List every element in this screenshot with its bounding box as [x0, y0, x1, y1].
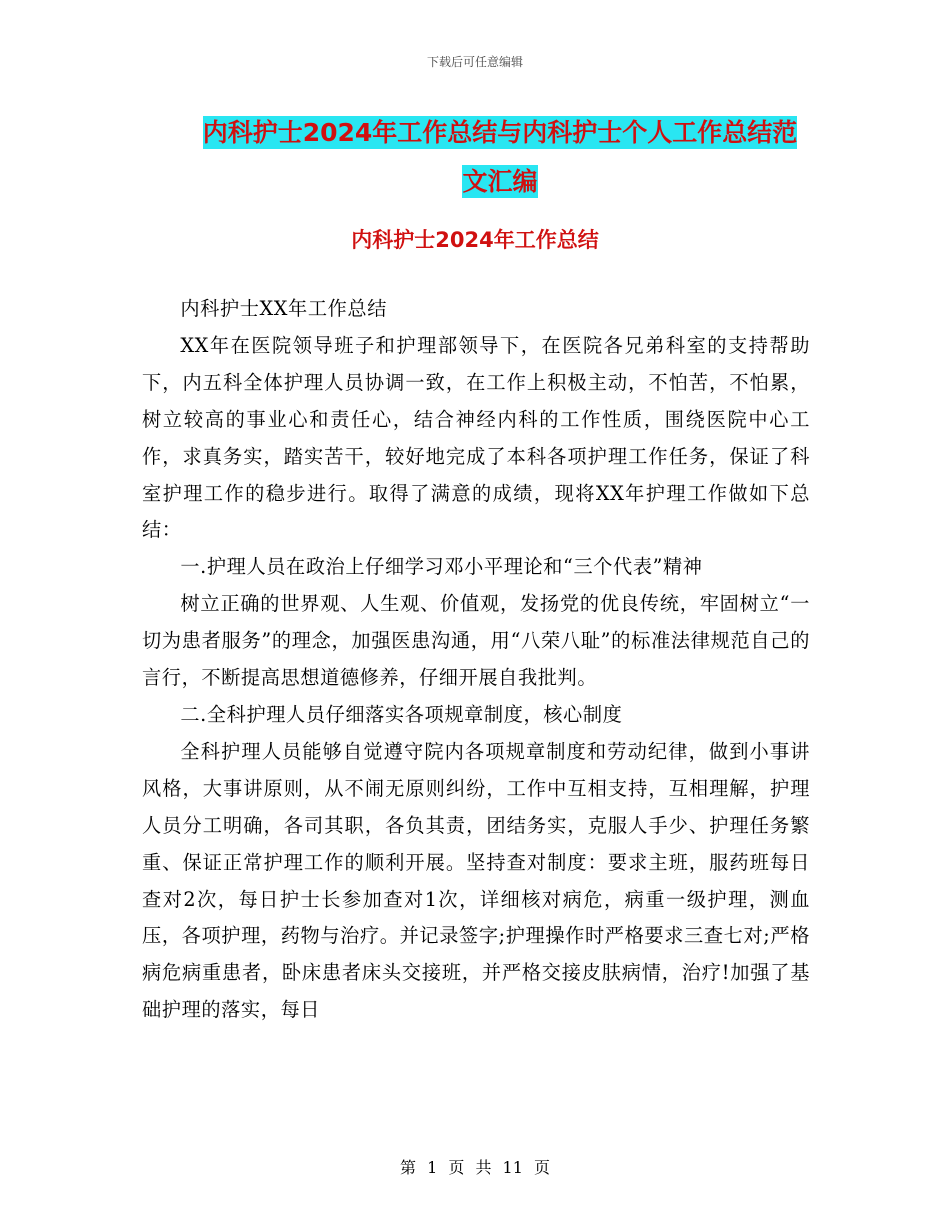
paragraph: XX年在医院领导班子和护理部领导下，在医院各兄弟科室的支持帮助下，内五科全体护理人员协调一致，在工作上积极主动，不怕苦，不怕累，树立较高的事业心和责任心，结合神经内科的工作性质，围绕医院中心工作，求真务实，踏实苦干，较好地完成了本科各项护理工作任务，保证了科室护理工作的稳步进行。取得了满意的成绩，现将XX年护理工作做如下总结：	[142, 333, 810, 542]
paragraph: 树立正确的世界观、人生观、价值观，发扬党的优良传统，牢固树立“一切为患者服务”的理念，加强医患沟通，用“八荣八耻”的标准法律规范自己的言行，不断提高思想道德修养，仔细开展自我批判。	[142, 592, 810, 690]
document-title	[150, 108, 850, 206]
paragraph: 全科护理人员能够自觉遵守院内各项规章制度和劳动纪律，做到小事讲风格，大事讲原则，从不闹无原则纠纷，工作中互相支持，互相理解，护理人员分工明确，各司其职，各负其责，团结务实，克服人手少、护理任务繁重、保证正常护理工作的顺利开展。坚持查对制度：要求主班，服药班每日查对2次，每日护士长参加查对1次，详细核对病危，病重一级护理，测血压，各项护理，药物与治疗。并记录签字;护理操作时严格要求三查七对;严格病危病重患者，卧床患者床头交接班，并严格交接皮肤病情，治疗!加强了基础护理的落实，每日	[142, 739, 810, 1022]
section-title: 内科护士2024年工作总结	[351, 228, 599, 252]
paragraph: 一.护理人员在政治上仔细学习邓小平理论和“三个代表”精神	[180, 555, 703, 579]
page-number-footer: 第 1 页 共 11 页	[400, 1158, 550, 1177]
title-line-1: 内科护士2024年工作总结与内科护士个人工作总结范	[202, 118, 798, 147]
header-note: 下载后可任意编辑	[426, 55, 523, 69]
title-line-2: 文汇编	[462, 167, 538, 196]
paragraph: 二.全科护理人员仔细落实各项规章制度，核心制度	[180, 702, 623, 726]
body-text	[142, 291, 810, 1029]
paragraph: 内科护士XX年工作总结	[180, 297, 387, 320]
